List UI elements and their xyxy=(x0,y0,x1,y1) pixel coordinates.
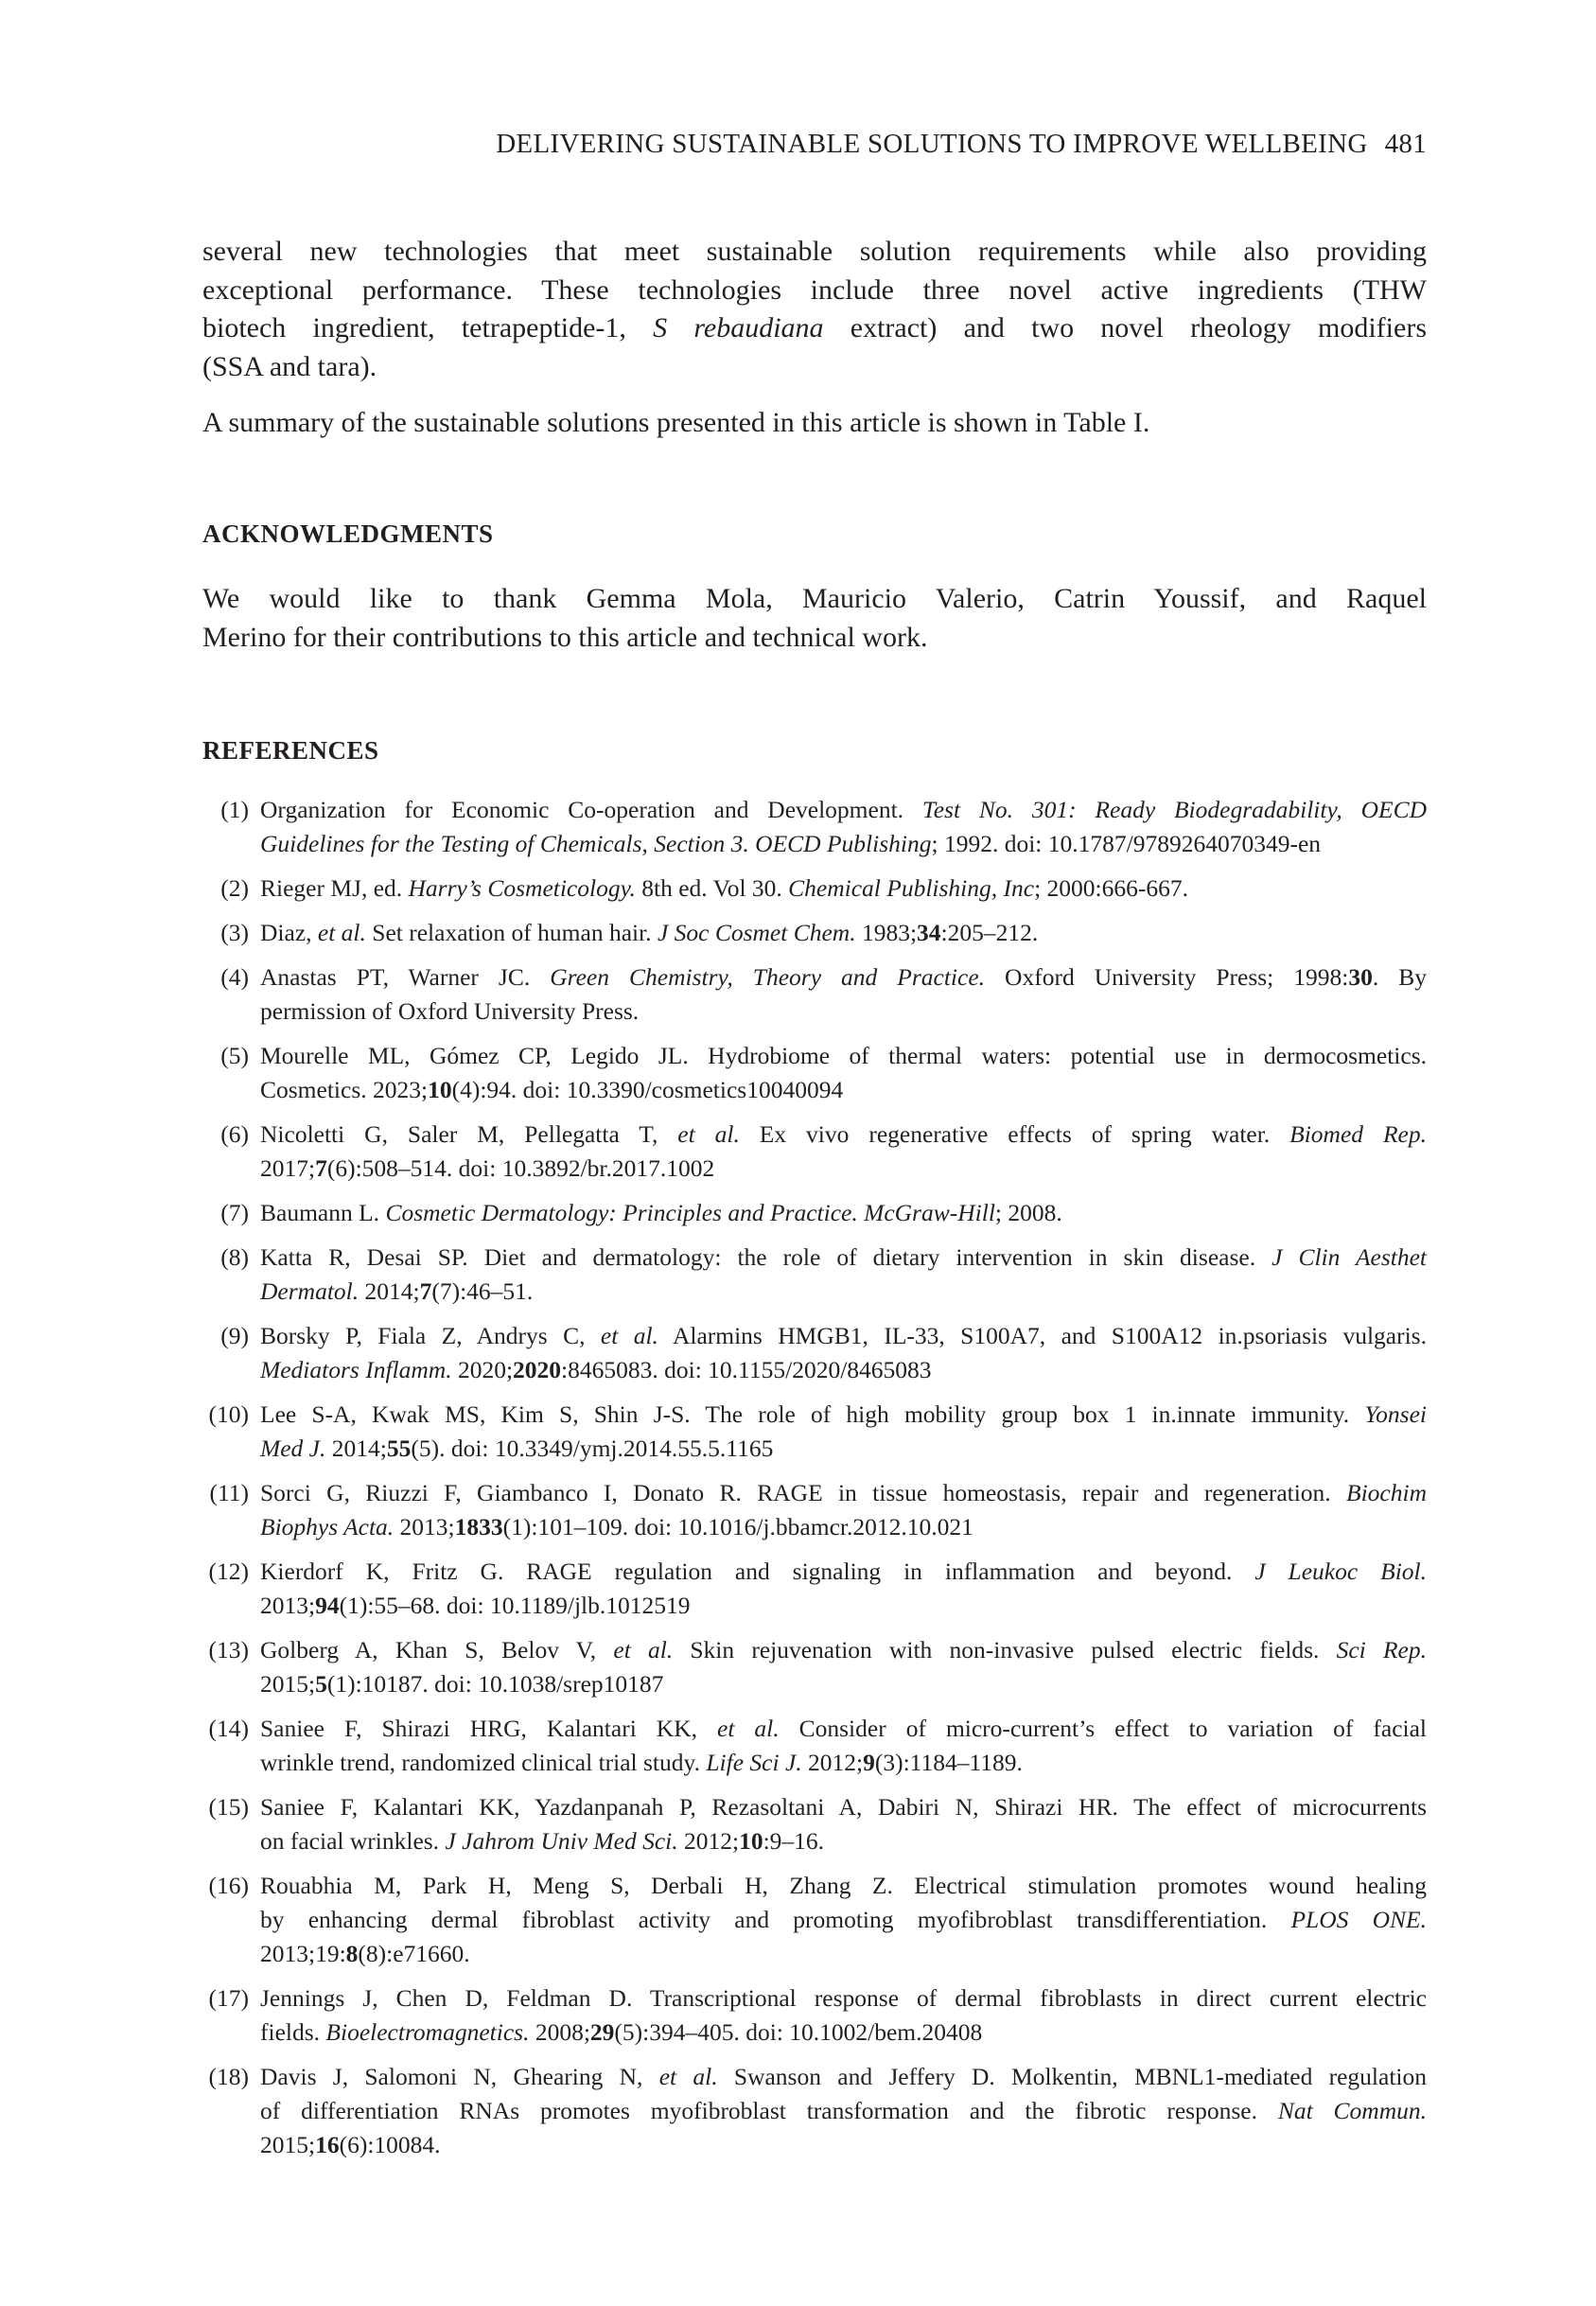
text-line xyxy=(202,619,1427,658)
reference-number: (14) xyxy=(208,1715,249,1742)
italic-text: et al. xyxy=(317,919,366,946)
text-line xyxy=(202,233,1427,272)
text-line xyxy=(260,793,1427,827)
text-segment: ; 2000:666-667. xyxy=(1034,874,1188,902)
bold-text: 10 xyxy=(428,1076,452,1103)
reference-item xyxy=(202,1633,1427,1701)
bold-text: 16 xyxy=(315,2131,340,2158)
text-segment: Anastas PT, Warner JC. xyxy=(260,963,551,991)
reference-number: (2) xyxy=(220,874,249,902)
text-segment: ; 2008. xyxy=(994,1199,1062,1226)
bold-text: 7 xyxy=(419,1277,432,1305)
text-segment: 2013; xyxy=(394,1513,455,1540)
text-segment: Swanson and Jeffery D. Molkentin, MBNL1-mediated regulation xyxy=(717,2063,1427,2090)
italic-text: Harry’s Cosmeticology. xyxy=(408,874,636,902)
text-segment: Rouabhia M, Park H, Meng S, Derbali H, Zhang Z. Electrical stimulation promotes wound healing xyxy=(260,1872,1427,1899)
text-line xyxy=(260,1398,1427,1432)
text-segment: Saniee F, Kalantari KK, Yazdanpanah P, Rezasoltani A, Dabiri N, Shirazi HR. The effect of microcurrents xyxy=(260,1793,1427,1821)
text-line xyxy=(202,309,1427,348)
italic-text: Life Sci J. xyxy=(706,1749,802,1776)
reference-number: (3) xyxy=(220,919,249,946)
text-line xyxy=(260,1790,1427,1824)
italic-text: Sci Rep. xyxy=(1336,1636,1427,1663)
reference-number: (9) xyxy=(220,1322,249,1349)
reference-item xyxy=(202,1712,1427,1780)
text-segment: (1):55–68. doi: 10.1189/jlb.1012519 xyxy=(339,1592,691,1619)
text-line xyxy=(260,1824,1427,1858)
text-segment: several new technologies that meet sustainable solution requirements while also providing xyxy=(202,236,1427,267)
text-line xyxy=(260,871,1427,906)
text-segment: A summary of the sustainable solutions presented in this article is shown in Table I. xyxy=(202,407,1150,438)
reference-number: (4) xyxy=(220,963,249,991)
text-segment: 2017; xyxy=(260,1154,316,1182)
text-segment: Alarmins HMGB1, IL-33, S100A7, and S100A12 in.psoriasis vulgaris. xyxy=(658,1322,1427,1349)
text-line xyxy=(260,2060,1427,2094)
italic-text: PLOS ONE. xyxy=(1290,1906,1427,1933)
text-segment: Rieger MJ, ed. xyxy=(260,874,409,902)
reference-item xyxy=(202,1319,1427,1387)
italic-text: S rebaudiana xyxy=(653,312,824,343)
text-segment: (1):10187. doi: 10.1038/srep10187 xyxy=(326,1670,664,1698)
reference-item xyxy=(202,1869,1427,1971)
text-segment: 2013;19: xyxy=(260,1940,346,1967)
text-line xyxy=(260,960,1427,995)
acknowledgments-heading: ACKNOWLEDGMENTS xyxy=(202,519,494,548)
text-segment: on facial wrinkles. xyxy=(260,1827,446,1855)
reference-item xyxy=(202,1790,1427,1858)
reference-number: (8) xyxy=(220,1243,249,1271)
text-segment: :9–16. xyxy=(763,1827,825,1855)
text-line xyxy=(260,1510,1427,1544)
reference-item xyxy=(202,793,1427,861)
bold-text: 30 xyxy=(1348,963,1373,991)
text-segment: of differentiation RNAs promotes myofibroblast transformation and the fibrotic response. xyxy=(260,2097,1278,2124)
italic-text: et al. xyxy=(600,1322,658,1349)
bold-text: 55 xyxy=(386,1435,412,1462)
text-segment: Nicoletti G, Saler M, Pellegatta T, xyxy=(260,1120,678,1148)
text-segment: 2008; xyxy=(529,2018,590,2046)
text-segment: Baumann L. xyxy=(260,1199,386,1226)
text-segment: Saniee F, Shirazi HRG, Kalantari KK, xyxy=(260,1715,717,1742)
text-segment: by enhancing dermal fibroblast activity and promoting myofibroblast transdifferentiation. xyxy=(260,1906,1291,1933)
italic-text: Biomed Rep. xyxy=(1289,1120,1427,1148)
italic-text: Biochim xyxy=(1346,1479,1427,1506)
text-segment: 2012; xyxy=(801,1749,864,1776)
bold-text: 10 xyxy=(739,1827,763,1855)
text-segment: We would like to thank Gemma Mola, Mauricio Valerio, Catrin Youssif, and Raquel xyxy=(202,583,1427,614)
text-line xyxy=(260,1903,1427,1937)
reference-item xyxy=(202,1398,1427,1466)
text-segment: (3):1184–1189. xyxy=(874,1749,1023,1776)
reference-item xyxy=(202,916,1427,950)
text-line xyxy=(260,2094,1427,2128)
italic-text: Chemical Publishing, Inc xyxy=(788,874,1035,902)
text-segment: ; 1992. doi: 10.1787/9789264070349-en xyxy=(931,830,1322,857)
acknowledgments-text xyxy=(202,580,1427,657)
reference-item xyxy=(202,1196,1427,1230)
text-segment: Consider of micro-current’s effect to variation of facial xyxy=(779,1715,1428,1742)
text-line xyxy=(260,1073,1427,1107)
italic-text: Test No. 301: Ready Biodegradability, OECD xyxy=(921,796,1428,823)
text-line xyxy=(260,1353,1427,1387)
italic-text: Cosmetic Dermatology: Principles and Practice. McGraw-Hill xyxy=(385,1199,995,1226)
reference-item xyxy=(202,2060,1427,2162)
reference-number: (7) xyxy=(220,1199,249,1226)
reference-item xyxy=(202,1241,1427,1309)
bold-text: 34 xyxy=(917,919,941,946)
text-line xyxy=(260,1589,1427,1623)
text-line xyxy=(202,348,1427,387)
bold-text: 94 xyxy=(315,1592,340,1619)
italic-text: J Soc Cosmet Chem. xyxy=(657,919,856,946)
text-line xyxy=(260,2016,1427,2050)
italic-text: Bioelectromagnetics. xyxy=(325,2018,530,2046)
text-segment: Mourelle ML, Gómez CP, Legido JL. Hydrobiome of thermal waters: potential use in dermocosmetics. xyxy=(260,1042,1427,1069)
italic-text: et al. xyxy=(613,1636,674,1663)
text-line xyxy=(260,1196,1427,1230)
text-segment: 2015; xyxy=(260,2131,316,2158)
text-segment: 2014; xyxy=(325,1435,387,1462)
text-segment: Ex vivo regenerative effects of spring water. xyxy=(739,1120,1290,1148)
text-line xyxy=(260,1275,1427,1309)
text-segment: :205–212. xyxy=(940,919,1039,946)
text-line xyxy=(260,1241,1427,1275)
text-segment: 1983; xyxy=(855,919,918,946)
bold-text: 2020 xyxy=(513,1356,562,1383)
text-segment: Cosmetics. 2023; xyxy=(260,1076,429,1103)
italic-text: Yonsei xyxy=(1364,1400,1427,1428)
text-segment: Skin rejuvenation with non-invasive pulsed electric fields. xyxy=(673,1636,1337,1663)
reference-item xyxy=(202,1039,1427,1107)
text-line xyxy=(202,272,1427,310)
italic-text: et al. xyxy=(717,1715,780,1742)
text-line xyxy=(260,1476,1427,1510)
text-segment: (SSA and tara). xyxy=(202,350,377,382)
text-segment: (7):46–51. xyxy=(431,1277,534,1305)
text-line xyxy=(260,1555,1427,1589)
italic-text: Mediators Inflamm. xyxy=(260,1356,452,1383)
text-segment: Kierdorf K, Fritz G. RAGE regulation and signaling in inflammation and beyond. xyxy=(260,1558,1255,1585)
paragraph-intro xyxy=(202,233,1427,386)
reference-number: (15) xyxy=(208,1793,249,1821)
text-segment: (6):10084. xyxy=(339,2131,441,2158)
text-segment: Organization for Economic Co-operation and Development. xyxy=(260,796,922,823)
reference-item xyxy=(202,1555,1427,1623)
text-line xyxy=(260,2128,1427,2162)
text-line xyxy=(260,827,1427,861)
text-line xyxy=(260,1432,1427,1466)
italic-text: Guidelines for the Testing of Chemicals, Section 3. OECD Publishing xyxy=(260,830,932,857)
text-segment: (8):e71660. xyxy=(358,1940,470,1967)
text-segment: . By xyxy=(1372,963,1427,991)
text-line xyxy=(260,1667,1427,1701)
text-segment: Lee S-A, Kwak MS, Kim S, Shin J-S. The role of high mobility group box 1 in.innate immunity. xyxy=(260,1400,1365,1428)
text-segment: (5). doi: 10.3349/ymj.2014.55.5.1165 xyxy=(411,1435,774,1462)
running-header xyxy=(202,129,1427,160)
text-line xyxy=(260,1981,1427,2016)
italic-text: J Jahrom Univ Med Sci. xyxy=(445,1827,678,1855)
references-list xyxy=(202,793,1427,2173)
text-line xyxy=(260,916,1427,950)
reference-item xyxy=(202,1981,1427,2050)
text-segment: (6):508–514. doi: 10.3892/br.2017.1002 xyxy=(326,1154,715,1182)
text-segment: (1):101–109. doi: 10.1016/j.bbamcr.2012.10.021 xyxy=(502,1513,973,1540)
text-segment: 8th ed. Vol 30. xyxy=(635,874,789,902)
reference-number: (12) xyxy=(208,1558,249,1585)
text-segment: 2013; xyxy=(260,1592,316,1619)
text-segment: exceptional performance. These technologies include three novel active ingredients (THW xyxy=(202,273,1427,306)
text-segment: Davis J, Salomoni N, Ghearing N, xyxy=(260,2063,659,2090)
reference-number: (1) xyxy=(220,796,249,823)
italic-text: J Leukoc Biol. xyxy=(1254,1558,1427,1585)
text-segment: Golberg A, Khan S, Belov V, xyxy=(260,1636,614,1663)
reference-number: (5) xyxy=(220,1042,249,1069)
text-line xyxy=(260,1633,1427,1667)
text-line xyxy=(260,1039,1427,1073)
text-segment: 2014; xyxy=(359,1277,420,1305)
reference-number: (11) xyxy=(209,1479,249,1506)
text-segment: biotech ingredient, tetrapeptide-1, xyxy=(202,312,654,343)
italic-text: Dermatol. xyxy=(260,1277,360,1305)
text-segment: fields. xyxy=(260,2018,326,2046)
text-segment: permission of Oxford University Press. xyxy=(260,997,640,1025)
text-segment: Borsky P, Fiala Z, Andrys C, xyxy=(260,1322,601,1349)
bold-text: 29 xyxy=(589,2018,615,2046)
text-segment: 2015; xyxy=(260,1670,316,1698)
references-heading: REFERENCES xyxy=(202,736,379,765)
page-number: 481 xyxy=(1384,129,1427,159)
text-segment: extract) and two novel rheology modifiers xyxy=(823,312,1427,343)
italic-text: Green Chemistry, Theory and Practice. xyxy=(550,963,986,991)
text-line xyxy=(260,1746,1427,1780)
reference-number: (17) xyxy=(208,1984,249,2012)
bold-text: 8 xyxy=(345,1940,359,1967)
text-segment: :8465083. doi: 10.1155/2020/8465083 xyxy=(561,1356,932,1383)
italic-text: J Clin Aesthet xyxy=(1272,1243,1428,1271)
reference-number: (16) xyxy=(208,1872,249,1899)
italic-text: et al. xyxy=(658,2063,718,2090)
text-segment: Sorci G, Riuzzi F, Giambanco I, Donato R. RAGE in tissue homeostasis, repair and regeneration. xyxy=(260,1479,1347,1506)
italic-text: Biophys Acta. xyxy=(260,1513,395,1540)
reference-number: (18) xyxy=(208,2063,249,2090)
reference-item xyxy=(202,1476,1427,1544)
text-line xyxy=(260,1319,1427,1353)
bold-text: 1833 xyxy=(454,1513,503,1540)
text-segment: 2012; xyxy=(677,1827,740,1855)
running-title: DELIVERING SUSTAINABLE SOLUTIONS TO IMPROVE WELLBEING xyxy=(496,129,1368,159)
text-line xyxy=(260,1937,1427,1971)
text-segment: Merino for their contributions to this article and technical work. xyxy=(202,621,928,653)
reference-number: (13) xyxy=(208,1636,249,1663)
text-line xyxy=(202,404,1427,443)
text-line xyxy=(202,580,1427,619)
bold-text: 9 xyxy=(863,1749,875,1776)
paragraph-summary xyxy=(202,404,1427,443)
text-segment: Jennings J, Chen D, Feldman D. Transcriptional response of dermal fibroblasts in direct current electric xyxy=(260,1984,1427,2012)
italic-text: et al. xyxy=(677,1120,740,1148)
reference-number: (10) xyxy=(208,1400,249,1428)
text-segment: wrinkle trend, randomized clinical trial study. xyxy=(260,1749,707,1776)
reference-item xyxy=(202,871,1427,906)
reference-number: (6) xyxy=(220,1120,249,1148)
text-segment: 2020; xyxy=(451,1356,514,1383)
text-line xyxy=(260,1152,1427,1186)
bold-text: 5 xyxy=(315,1670,327,1698)
text-segment: Katta R, Desai SP. Diet and dermatology: the role of dietary intervention in skin disease. xyxy=(260,1243,1272,1271)
reference-item xyxy=(202,1118,1427,1186)
text-line xyxy=(260,1869,1427,1903)
text-line xyxy=(260,1118,1427,1152)
text-segment: Oxford University Press; 1998: xyxy=(985,963,1349,991)
text-segment: Diaz, xyxy=(260,919,318,946)
reference-item xyxy=(202,960,1427,1029)
text-line xyxy=(260,995,1427,1029)
text-segment: Set relaxation of human hair. xyxy=(365,919,658,946)
text-segment: (4):94. doi: 10.3390/cosmetics10040094 xyxy=(451,1076,844,1103)
bold-text: 7 xyxy=(315,1154,327,1182)
italic-text: Med J. xyxy=(260,1435,326,1462)
italic-text: Nat Commun. xyxy=(1277,2097,1427,2124)
text-segment: (5):394–405. doi: 10.1002/bem.20408 xyxy=(614,2018,983,2046)
text-line xyxy=(260,1712,1427,1746)
